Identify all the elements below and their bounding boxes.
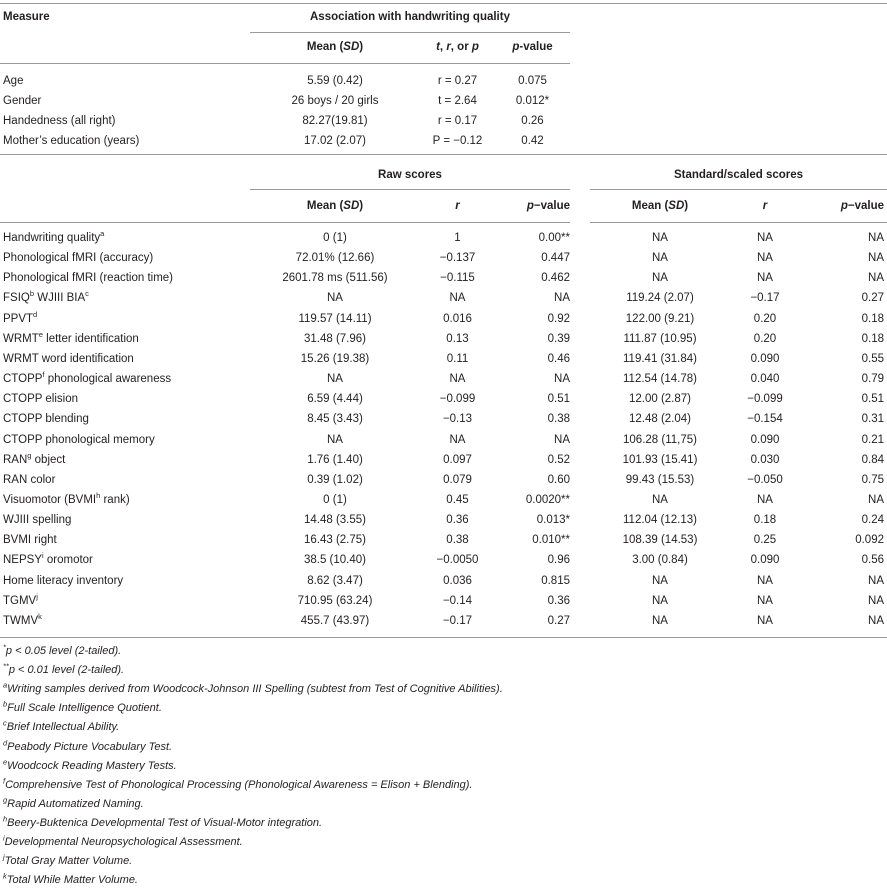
t2-measure-cell: Handwriting quality$^a$ xyxy=(3,229,105,244)
raw-mean-cell: 6.59 (4.44) xyxy=(307,393,363,406)
t2-measure-cell: Phonological fMRI (accuracy) xyxy=(3,252,154,265)
std-r-cell: 0.030 xyxy=(750,453,780,466)
raw-r-cell: NA xyxy=(449,292,466,305)
std-mean-cell: 99.43 (15.53) xyxy=(625,473,695,486)
std-mean-cell: 112.54 (14.78) xyxy=(623,373,697,386)
t2-measure-cell: WRMT$^e$ letter identification xyxy=(3,329,139,345)
std-mean-cell: 12.48 (2.04) xyxy=(628,413,691,426)
raw-col-pvalue-header: p−value xyxy=(526,200,570,212)
raw-pvalue-cell: 0.96 xyxy=(547,554,570,567)
std-col-pvalue-header: p−value xyxy=(840,200,884,212)
footnote: $^g$Rapid Automatized Naming. xyxy=(3,795,144,810)
raw-mean-cell: NA xyxy=(327,292,343,305)
std-mean-cell: 3.00 (0.84) xyxy=(632,554,688,567)
std-mean-cell: 108.39 (14.53) xyxy=(622,534,698,547)
raw-r-cell: −0.099 xyxy=(439,393,476,406)
std-mean-cell: NA xyxy=(652,594,668,607)
raw-r-cell: 0.079 xyxy=(443,473,472,486)
t1-pvalue-cell: 0.012* xyxy=(515,95,550,107)
std-r-cell: NA xyxy=(757,493,773,506)
t2-measure-cell: CTOPP$^f$ phonological awareness xyxy=(3,370,172,386)
raw-pvalue-cell: 0.0020** xyxy=(525,493,570,506)
std-pvalue-cell: 0.75 xyxy=(861,473,884,486)
std-r-cell: 0.25 xyxy=(753,534,777,547)
std-pvalue-cell: NA xyxy=(868,232,884,244)
raw-r-cell: 0.11 xyxy=(446,352,469,365)
std-col-mean-header: Mean (SD) xyxy=(631,200,689,212)
std-mean-cell: 122.00 (9.21) xyxy=(625,312,695,325)
raw-r-cell: −0.13 xyxy=(442,413,473,426)
raw-mean-cell: 8.62 (3.47) xyxy=(307,574,363,587)
std-pvalue-cell: 0.56 xyxy=(861,554,884,567)
standard-scores-group-header: Standard/scaled scores xyxy=(673,169,804,181)
t1-pvalue-cell: 0.26 xyxy=(521,115,544,127)
t1-measure-cell: Mother’s education (years) xyxy=(3,135,140,147)
raw-r-cell: 0.13 xyxy=(446,332,469,345)
footnote: $^c$Brief Intellectual Ability. xyxy=(3,718,120,734)
t2-measure-cell: WJIII spelling xyxy=(3,514,72,527)
raw-pvalue-cell: 0.46 xyxy=(547,352,570,365)
std-mean-cell: NA xyxy=(652,493,668,506)
footnote: $^e$Woodcock Reading Mastery Tests. xyxy=(3,756,177,772)
raw-pvalue-cell: 0.52 xyxy=(547,453,570,466)
t1-mean-cell: 82.27(19.81) xyxy=(302,115,368,127)
t1-col-pvalue-header: p-value xyxy=(512,41,553,53)
raw-r-cell: −0.137 xyxy=(439,252,476,265)
raw-mean-cell: NA xyxy=(327,433,343,446)
association-group-header: Association with handwriting quality xyxy=(310,11,510,23)
std-pvalue-cell: 0.27 xyxy=(861,292,884,305)
raw-pvalue-cell: 0.815 xyxy=(541,574,570,587)
std-r-cell: −0.099 xyxy=(747,393,783,406)
std-mean-cell: 112.04 (12.13) xyxy=(623,514,697,527)
table1-bottom-rule xyxy=(0,154,887,155)
t2-measure-cell: PPVT$^d$ xyxy=(3,309,38,325)
std-r-cell: 0.18 xyxy=(753,514,777,527)
std-mean-cell: 12.00 (2.87) xyxy=(628,393,691,406)
std-pvalue-cell: 0.79 xyxy=(861,373,884,386)
raw-mean-cell: NA xyxy=(327,373,343,386)
raw-pvalue-cell: 0.60 xyxy=(547,473,570,486)
t2-measure-cell: BVMI right xyxy=(3,534,57,547)
raw-pvalue-cell: NA xyxy=(554,373,570,386)
raw-pvalue-cell: NA xyxy=(554,292,570,305)
t2-measure-cell: FSIQ$^b$ WJIII BIA$^c$ xyxy=(3,289,89,305)
t1-measure-cell: Age xyxy=(3,75,24,87)
footnote: $^a$Writing samples derived from Woodcock-Johnson III Spelling (subtest from Test of Cognitive Abilities). xyxy=(3,680,503,696)
t1-stat-cell: r = 0.27 xyxy=(437,75,478,87)
std-mean-cell: 119.24 (2.07) xyxy=(626,292,694,305)
std-r-cell: NA xyxy=(757,614,773,627)
raw-r-cell: NA xyxy=(449,373,466,386)
raw-pvalue-cell: 0.00** xyxy=(538,232,570,244)
std-r-cell: NA xyxy=(757,574,773,587)
raw-r-cell: NA xyxy=(449,433,466,446)
raw-r-cell: −0.115 xyxy=(440,272,475,285)
std-r-cell: 0.040 xyxy=(750,373,780,386)
t1-pvalue-cell: 0.075 xyxy=(518,75,547,87)
footnote: $^j$Total Gray Matter Volume. xyxy=(3,852,133,868)
std-mean-cell: 119.41 (31.84) xyxy=(623,352,697,365)
raw-pvalue-cell: 0.013* xyxy=(536,514,570,527)
std-r-cell: 0.20 xyxy=(753,312,777,325)
std-r-cell: −0.154 xyxy=(747,413,783,426)
std-pvalue-cell: 0.31 xyxy=(861,413,884,426)
table1-top-rule xyxy=(0,3,887,4)
raw-scores-group-header: Raw scores xyxy=(378,169,442,181)
footnote: $^d$Peabody Picture Vocabulary Test. xyxy=(3,737,173,753)
raw-r-cell: 0.097 xyxy=(443,453,472,466)
t1-mean-cell: 26 boys / 20 girls xyxy=(291,95,379,107)
t2-measure-cell: TWMV$^k$ xyxy=(3,612,42,627)
t2-measure-cell: RAN$^g$ object xyxy=(3,450,66,466)
raw-mean-cell: 0.39 (1.02) xyxy=(307,473,363,486)
t1-stat-cell: t = 2.64 xyxy=(438,95,477,107)
t1-stat-cell: P = −0.12 xyxy=(432,135,483,147)
raw-pvalue-cell: 0.39 xyxy=(547,332,570,345)
standard-scores-group-rule xyxy=(590,189,887,190)
std-r-cell: −0.17 xyxy=(750,292,780,305)
t2-measure-cell: TGMV$^j$ xyxy=(3,591,38,607)
std-r-cell: NA xyxy=(757,252,773,265)
t2-measure-cell: CTOPP blending xyxy=(3,413,89,426)
std-mean-cell: NA xyxy=(652,614,668,627)
std-pvalue-cell: NA xyxy=(868,594,884,607)
std-pvalue-cell: NA xyxy=(868,252,884,265)
t2-measure-cell: Home literacy inventory xyxy=(3,574,124,587)
raw-r-cell: 1 xyxy=(454,232,461,244)
std-r-cell: NA xyxy=(757,594,773,607)
t2-measure-cell: Visuomotor (BVMI$^h$ rank) xyxy=(3,491,130,506)
raw-r-cell: −0.14 xyxy=(442,594,473,607)
std-pvalue-cell: 0.092 xyxy=(855,534,884,547)
t2-measure-cell: WRMT word identification xyxy=(3,352,134,365)
measure-header: Measure xyxy=(3,11,50,23)
raw-mean-cell: 119.57 (14.11) xyxy=(298,312,372,325)
raw-mean-cell: 14.48 (3.55) xyxy=(303,514,366,527)
raw-col-r-header: r xyxy=(455,200,460,212)
t2-measure-cell: CTOPP phonological memory xyxy=(3,433,155,446)
raw-mean-cell: 38.5 (10.40) xyxy=(303,554,366,567)
raw-pvalue-cell: 0.447 xyxy=(541,252,570,265)
raw-mean-cell: 455.7 (43.97) xyxy=(300,614,370,627)
std-mean-cell: 101.93 (15.41) xyxy=(622,453,698,466)
raw-header-rule xyxy=(0,222,570,223)
footnote: $^b$Full Scale Intelligence Quotient. xyxy=(3,699,162,715)
std-pvalue-cell: NA xyxy=(868,614,884,627)
std-pvalue-cell: 0.24 xyxy=(861,514,884,527)
raw-mean-cell: 72.01% (12.66) xyxy=(295,252,375,265)
t2-measure-cell: RAN color xyxy=(3,473,56,486)
std-col-r-header: r xyxy=(762,200,768,212)
std-pvalue-cell: 0.18 xyxy=(861,332,884,345)
raw-r-cell: 0.016 xyxy=(443,312,472,325)
std-pvalue-cell: 0.84 xyxy=(861,453,884,466)
raw-mean-cell: 1.76 (1.40) xyxy=(307,453,363,466)
std-mean-cell: NA xyxy=(652,574,668,587)
association-group-rule xyxy=(250,32,570,33)
std-r-cell: NA xyxy=(757,232,773,244)
std-pvalue-cell: 0.51 xyxy=(861,393,884,406)
raw-pvalue-cell: 0.462 xyxy=(541,272,570,285)
t1-measure-cell: Gender xyxy=(3,95,42,107)
t1-col-mean-header: Mean (SD) xyxy=(306,41,364,53)
raw-r-cell: −0.0050 xyxy=(436,554,479,567)
footnote: *p < 0.05 level (2-tailed). xyxy=(3,642,122,657)
raw-mean-cell: 31.48 (7.96) xyxy=(303,332,366,345)
std-pvalue-cell: 0.18 xyxy=(861,312,884,325)
raw-scores-group-rule xyxy=(250,189,570,190)
std-pvalue-cell: NA xyxy=(868,574,884,587)
raw-pvalue-cell: NA xyxy=(554,433,570,446)
raw-mean-cell: 0 (1) xyxy=(323,232,347,244)
std-r-cell: 0.20 xyxy=(753,332,777,345)
raw-r-cell: 0.45 xyxy=(446,493,469,506)
t2-measure-cell: Phonological fMRI (reaction time) xyxy=(3,272,174,285)
raw-pvalue-cell: 0.36 xyxy=(547,594,570,607)
t2-measure-cell: NEPSY$^i$ oromotor xyxy=(3,551,93,567)
t1-header-rule xyxy=(0,63,570,64)
raw-col-mean-header: Mean (SD) xyxy=(306,200,364,212)
raw-r-cell: 0.38 xyxy=(446,534,469,547)
std-pvalue-cell: 0.21 xyxy=(861,433,884,446)
raw-mean-cell: 2601.78 ms (511.56) xyxy=(282,272,388,285)
footnote: $^k$Total While Matter Volume. xyxy=(3,871,138,887)
t1-mean-cell: 17.02 (2.07) xyxy=(303,135,366,147)
std-header-rule xyxy=(590,222,887,223)
std-pvalue-cell: NA xyxy=(868,493,884,506)
raw-pvalue-cell: 0.010** xyxy=(532,534,570,547)
footnote: $^f$Comprehensive Test of Phonological Processing (Phonological Awareness = Elison + Blending). xyxy=(3,776,473,791)
raw-mean-cell: 15.26 (19.38) xyxy=(300,352,370,365)
std-pvalue-cell: NA xyxy=(868,272,884,285)
std-r-cell: 0.090 xyxy=(750,352,780,365)
t1-col-stat-header: t, r, or p xyxy=(436,41,479,53)
footnote: **p < 0.01 level (2-tailed). xyxy=(3,661,125,677)
footnote: $^i$Developmental Neuropsychological Assessment. xyxy=(3,833,243,848)
std-mean-cell: 111.87 (10.95) xyxy=(623,332,697,345)
t2-measure-cell: CTOPP elision xyxy=(3,393,78,406)
std-mean-cell: 106.28 (11,75) xyxy=(623,433,697,446)
std-pvalue-cell: 0.55 xyxy=(861,352,884,365)
t1-mean-cell: 5.59 (0.42) xyxy=(307,75,363,87)
raw-pvalue-cell: 0.38 xyxy=(547,413,570,426)
raw-r-cell: 0.36 xyxy=(446,514,469,527)
raw-pvalue-cell: 0.92 xyxy=(547,312,570,325)
raw-pvalue-cell: 0.51 xyxy=(547,393,570,406)
t1-pvalue-cell: 0.42 xyxy=(521,135,544,147)
raw-mean-cell: 710.95 (63.24) xyxy=(297,594,373,607)
footnote: $^h$Beery-Buktenica Developmental Test of Visual-Motor integration. xyxy=(3,814,323,829)
std-r-cell: 0.090 xyxy=(750,433,780,446)
raw-mean-cell: 8.45 (3.43) xyxy=(307,413,363,426)
raw-mean-cell: 0 (1) xyxy=(323,493,347,506)
std-r-cell: NA xyxy=(757,272,773,285)
raw-mean-cell: 16.43 (2.75) xyxy=(303,534,366,547)
t1-stat-cell: r = 0.17 xyxy=(437,115,478,127)
raw-r-cell: 0.036 xyxy=(443,574,472,587)
std-mean-cell: NA xyxy=(652,272,668,285)
t1-measure-cell: Handedness (all right) xyxy=(3,115,116,127)
raw-r-cell: −0.17 xyxy=(442,614,473,627)
std-r-cell: 0.090 xyxy=(750,554,780,567)
raw-pvalue-cell: 0.27 xyxy=(547,614,570,627)
std-mean-cell: NA xyxy=(652,232,668,244)
table2-bottom-rule xyxy=(0,637,887,638)
std-r-cell: −0.050 xyxy=(747,473,783,486)
std-mean-cell: NA xyxy=(652,252,668,265)
